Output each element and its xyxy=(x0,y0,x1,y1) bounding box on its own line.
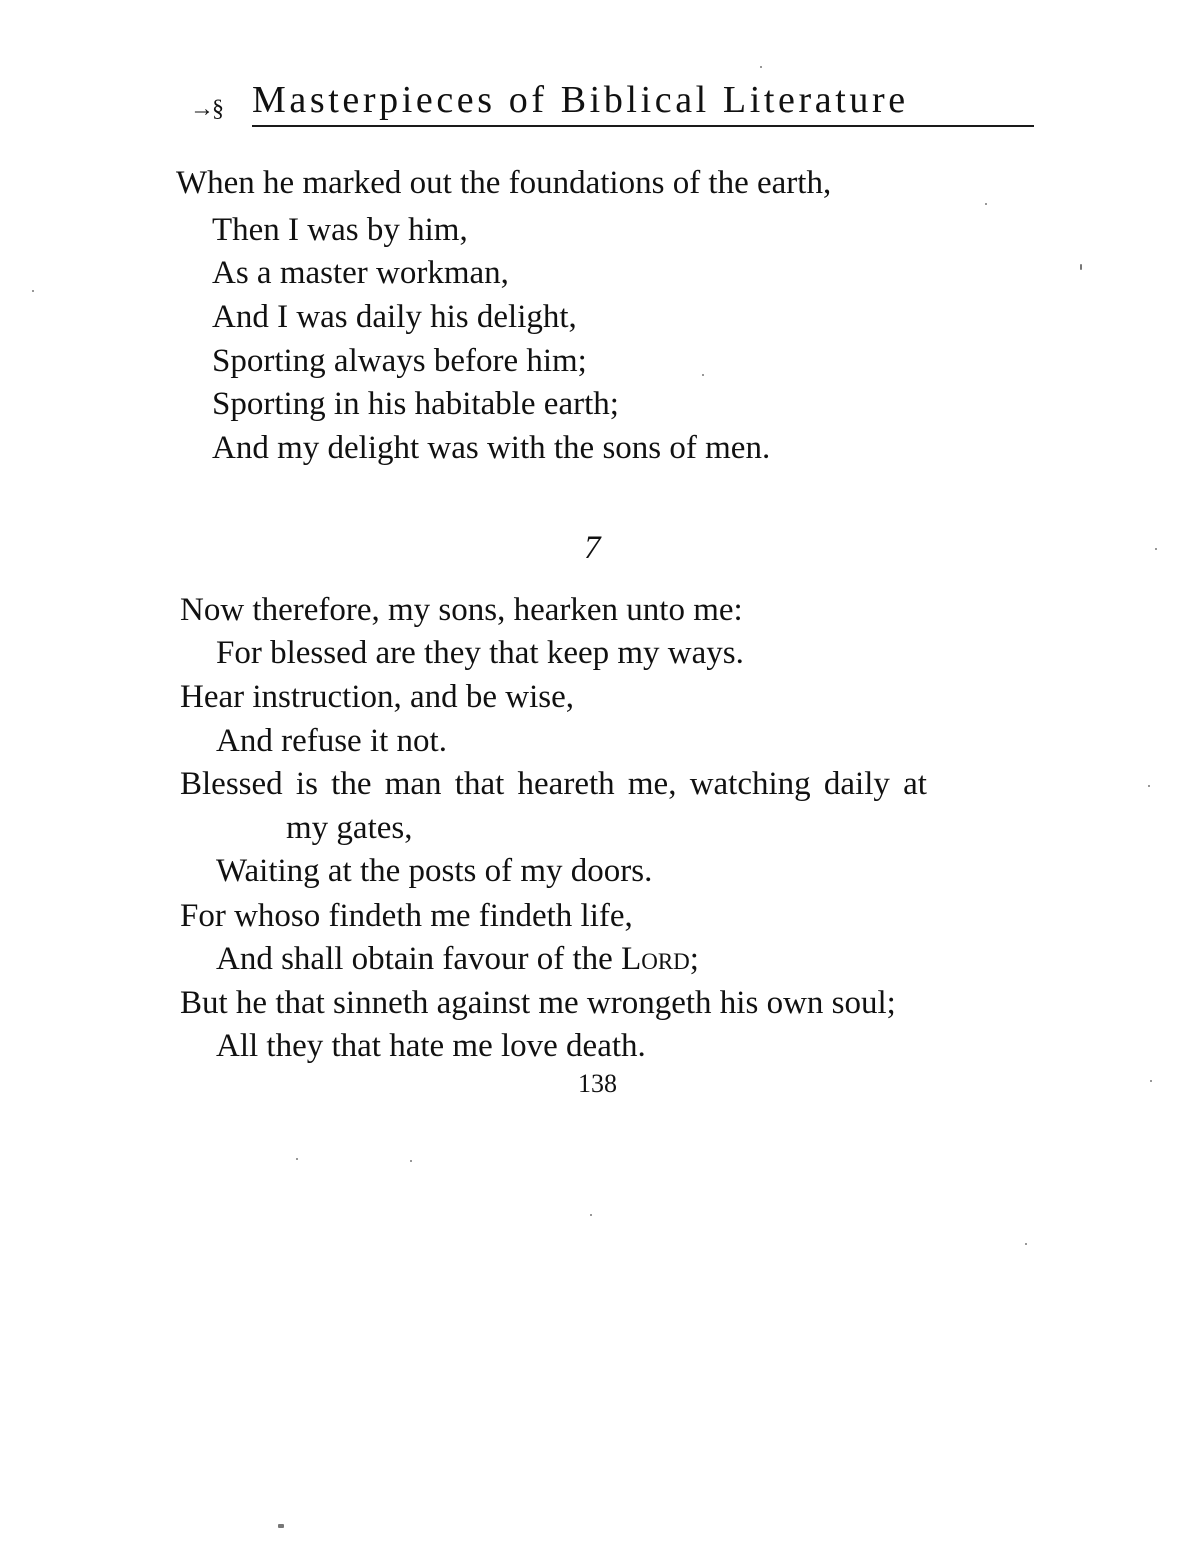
running-header xyxy=(190,78,1045,130)
verse-punctuation: ; xyxy=(689,941,699,977)
scan-speck xyxy=(1025,1243,1027,1245)
scan-speck xyxy=(1150,1080,1152,1082)
scan-speck xyxy=(1148,785,1150,787)
verse-line: Now therefore, my sons, hearken unto me: xyxy=(180,592,743,628)
verse-line: And my delight was with the sons of men. xyxy=(212,430,771,466)
scan-speck xyxy=(760,66,762,68)
page-number: 138 xyxy=(578,1069,617,1098)
verse-line: Waiting at the posts of my doors. xyxy=(216,853,653,889)
verse-line: Sporting always before him; xyxy=(212,343,587,379)
verse-line: Then I was by him, xyxy=(212,212,468,248)
verse-line: And refuse it not. xyxy=(216,723,447,759)
verse-line: For whoso findeth me findeth life, xyxy=(180,898,633,934)
scan-speck xyxy=(590,1214,592,1216)
scan-speck xyxy=(278,1524,284,1528)
verse-line: Blessed is the man that heareth me, watching daily at xyxy=(180,766,927,802)
running-title: Masterpieces of Biblical Literature xyxy=(252,79,909,121)
verse-line: But he that sinneth against me wrongeth his own soul; xyxy=(180,985,896,1021)
scan-speck xyxy=(410,1160,412,1162)
scan-speck xyxy=(32,290,34,292)
verse-line: As a master workman, xyxy=(212,255,509,291)
divine-name: Lord xyxy=(621,941,690,977)
verse-line: When he marked out the foundations of the earth, xyxy=(176,165,832,201)
verse-line: For blessed are they that keep my ways. xyxy=(216,635,744,671)
scan-speck xyxy=(1155,548,1157,550)
verse-line: my gates, xyxy=(286,810,413,846)
scan-speck xyxy=(296,1158,298,1160)
verse-line xyxy=(216,939,699,979)
header-rule xyxy=(252,125,1034,127)
section-number: 7 xyxy=(584,530,601,566)
verse-line: Sporting in his habitable earth; xyxy=(212,386,619,422)
verse-line: And I was daily his delight, xyxy=(212,299,577,335)
ornament-icon: →§ xyxy=(190,96,222,122)
scan-speck xyxy=(1080,264,1082,270)
verse-line: Hear instruction, and be wise, xyxy=(180,679,575,715)
verse-text: And shall obtain favour of the xyxy=(216,941,622,977)
verse-line: All they that hate me love death. xyxy=(216,1028,646,1064)
scan-speck xyxy=(702,374,704,376)
scan-speck xyxy=(985,203,987,205)
